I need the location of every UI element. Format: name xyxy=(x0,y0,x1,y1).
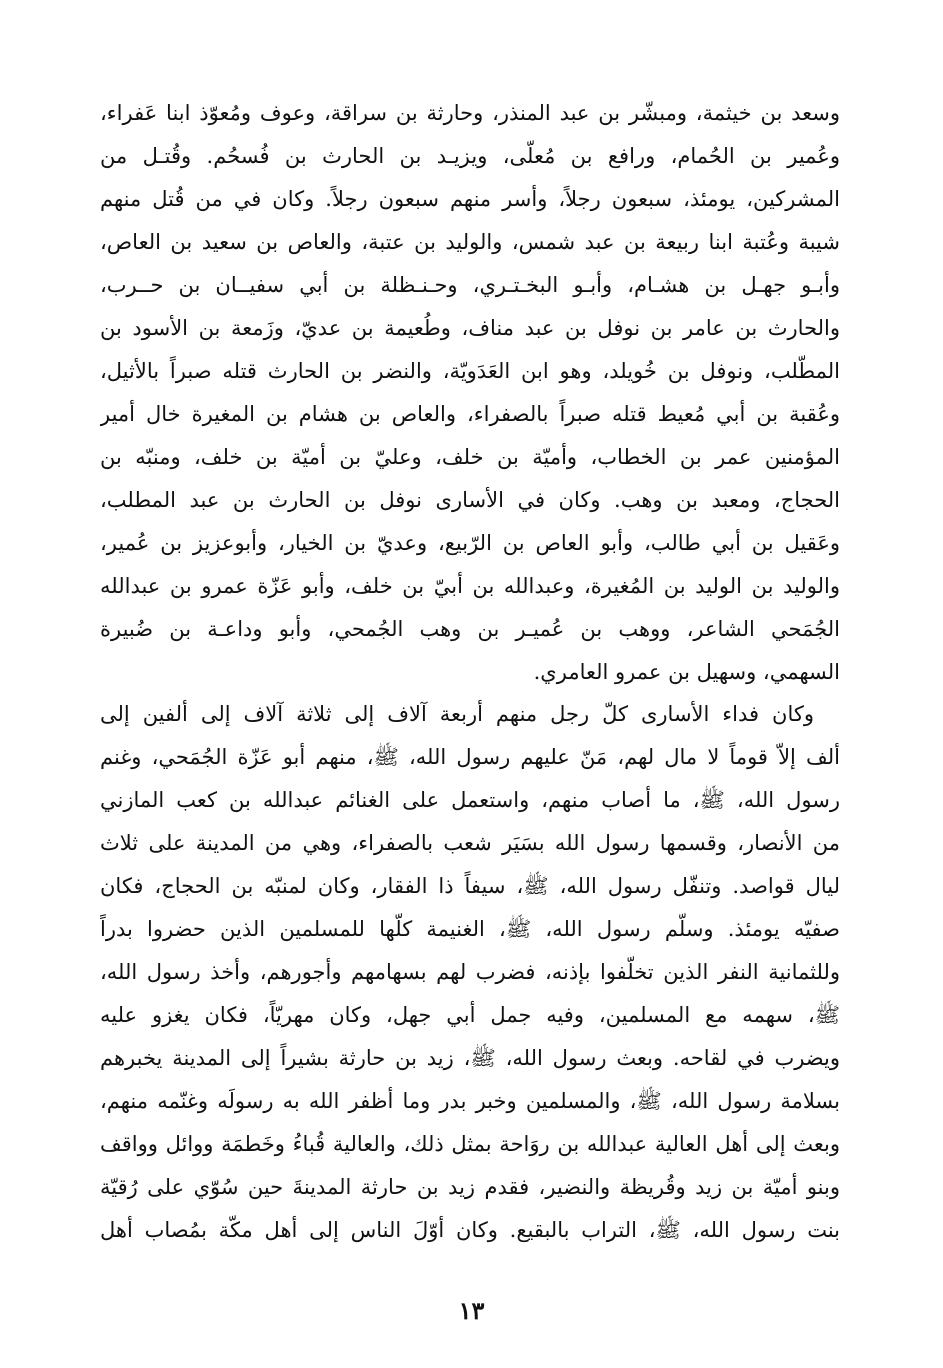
text-line: بنت رسول الله، ﷺ، التراب بالبقيع. وكان أوّلَ الناس إلى أهل مكّة بمُصاب أهل xyxy=(100,1218,840,1242)
text-line: بسلامة رسول الله، ﷺ، والمسلمين وخبر بدر وما أظفر الله به رسولَه وغنّمه منهم، xyxy=(100,1089,840,1113)
text-line: ويضرب في لقاحه. وبعث رسول الله، ﷺ، زيد بن حارثة بشيراً إلى المدينة يخبرهم xyxy=(100,1046,840,1070)
text-line: صفيّه يومئذ. وسلّم رسول الله، ﷺ، الغنيمة كلّها للمسلمين الذين حضروا بدراً xyxy=(100,917,840,941)
text-line: وسعد بن خيثمة، ومبشّر بن عبد المنذر، وحارثة بن سراقة، وعوف ومُعوّذ ابنا عَفراء، xyxy=(100,101,840,125)
text-line: وبنو أميّة بن زيد وقُريظة والنضير، فقدم زيد بن حارثة المدينةَ حين سُوّي على رُقيّة xyxy=(100,1175,840,1199)
text-line: وبعث إلى أهل العالية عبدالله بن روَاحة بمثل ذلك، والعالية قُباءُ وخَطمَة ووائل وواقف xyxy=(100,1132,840,1156)
text-line: السهمي، وسهيل بن عمرو العامري. xyxy=(533,660,840,684)
text-line: شيبة وعُتبة ابنا ربيعة بن عبد شمس، والوليد بن عتبة، والعاص بن سعيد بن العاص، xyxy=(100,230,840,254)
text-line: وعَقيل بن أبي طالب، وأبو العاص بن الرّبيع، وعديّ بن الخيار، وأبوعزيز بن عُمير، xyxy=(100,531,840,555)
text-line: والوليد بن الوليد بن المُغيرة، وعبدالله بن أبيّ بن خلف، وأبو عَزّة عمرو بن عبدالله xyxy=(100,574,840,598)
text-line: الجُمَحي الشاعر، ووهب بن عُميـر بن وهب الجُمحي، وأبو وداعـة بن ضُبيرة xyxy=(100,617,840,641)
text-line: رسول الله، ﷺ، ما أصاب منهم، واستعمل على الغنائم عبدالله بن كعب المازني xyxy=(100,788,840,812)
text-line: وعُقبة بن أبي مُعيط قتله صبراً بالصفراء، والعاص بن هشام بن المغيرة خال أمير xyxy=(100,402,840,426)
text-line: وللثمانية النفر الذين تخلّفوا بإذنه، فضرب لهم بسهامهم وأجورهم، وأخذ رسول الله، xyxy=(100,960,840,984)
paragraph-1 xyxy=(100,92,840,694)
text-line: ليال قواصد. وتنفّل رسول الله، ﷺ، سيفاً ذا الفقار، وكان لمنبّه بن الحجاج، فكان xyxy=(100,874,840,898)
text-line: من الأنصار، وقسمها رسول الله بسَيَر شعب بالصفراء، وهي من المدينة على ثلاث xyxy=(100,831,840,855)
text-line: وأبـو جهـل بن هشـام، وأبـو البخـتـري، وحـنـظلة بن أبي سفيــان بن حــرب، xyxy=(100,273,840,297)
text-line: وكان فداء الأسارى كلّ رجل منهم أربعة آلاف إلى ثلاثة آلاف إلى ألفين إلى xyxy=(100,702,814,726)
text-line: المطّلب، ونوفل بن خُويلد، وهو ابن العَدَويّة، والنضر بن الحارث قتله صبراً بالأثيل، xyxy=(100,359,840,383)
text-line: المؤمنين عمر بن الخطاب، وأميّة بن خلف، وعليّ بن أميّة بن خلف، ومنبّه بن xyxy=(100,445,840,469)
page-number: ١٣ xyxy=(458,1296,485,1325)
text-line: وعُمير بن الحُمام، ورافع بن مُعلّى، ويزيـد بن الحارث بن فُسحُم. وقُتـل من xyxy=(100,144,840,168)
text-line: المشركين، يومئذ، سبعون رجلاً، وأسر منهم سبعون رجلاً. وكان في من قُتل منهم xyxy=(100,187,840,211)
text-line: ﷺ، سهمه مع المسلمين، وفيه جمل أبي جهل، وكان مهريّاً، فكان يغزو عليه xyxy=(100,1003,840,1027)
text-line: والحارث بن عامر بن نوفل بن عبد مناف، وطُعيمة بن عديّ، وزَمعة بن الأسود بن xyxy=(100,316,840,340)
paragraph-2 xyxy=(100,693,840,1252)
text-line: ألف إلاّ قوماً لا مال لهم، مَنّ عليهم رسول الله، ﷺ، منهم أبو عَزّة الجُمَحي، وغنم xyxy=(100,745,840,769)
text-line: الحجاج، ومعبد بن وهب. وكان في الأسارى نوفل بن الحارث بن عبد المطلب، xyxy=(100,488,840,512)
